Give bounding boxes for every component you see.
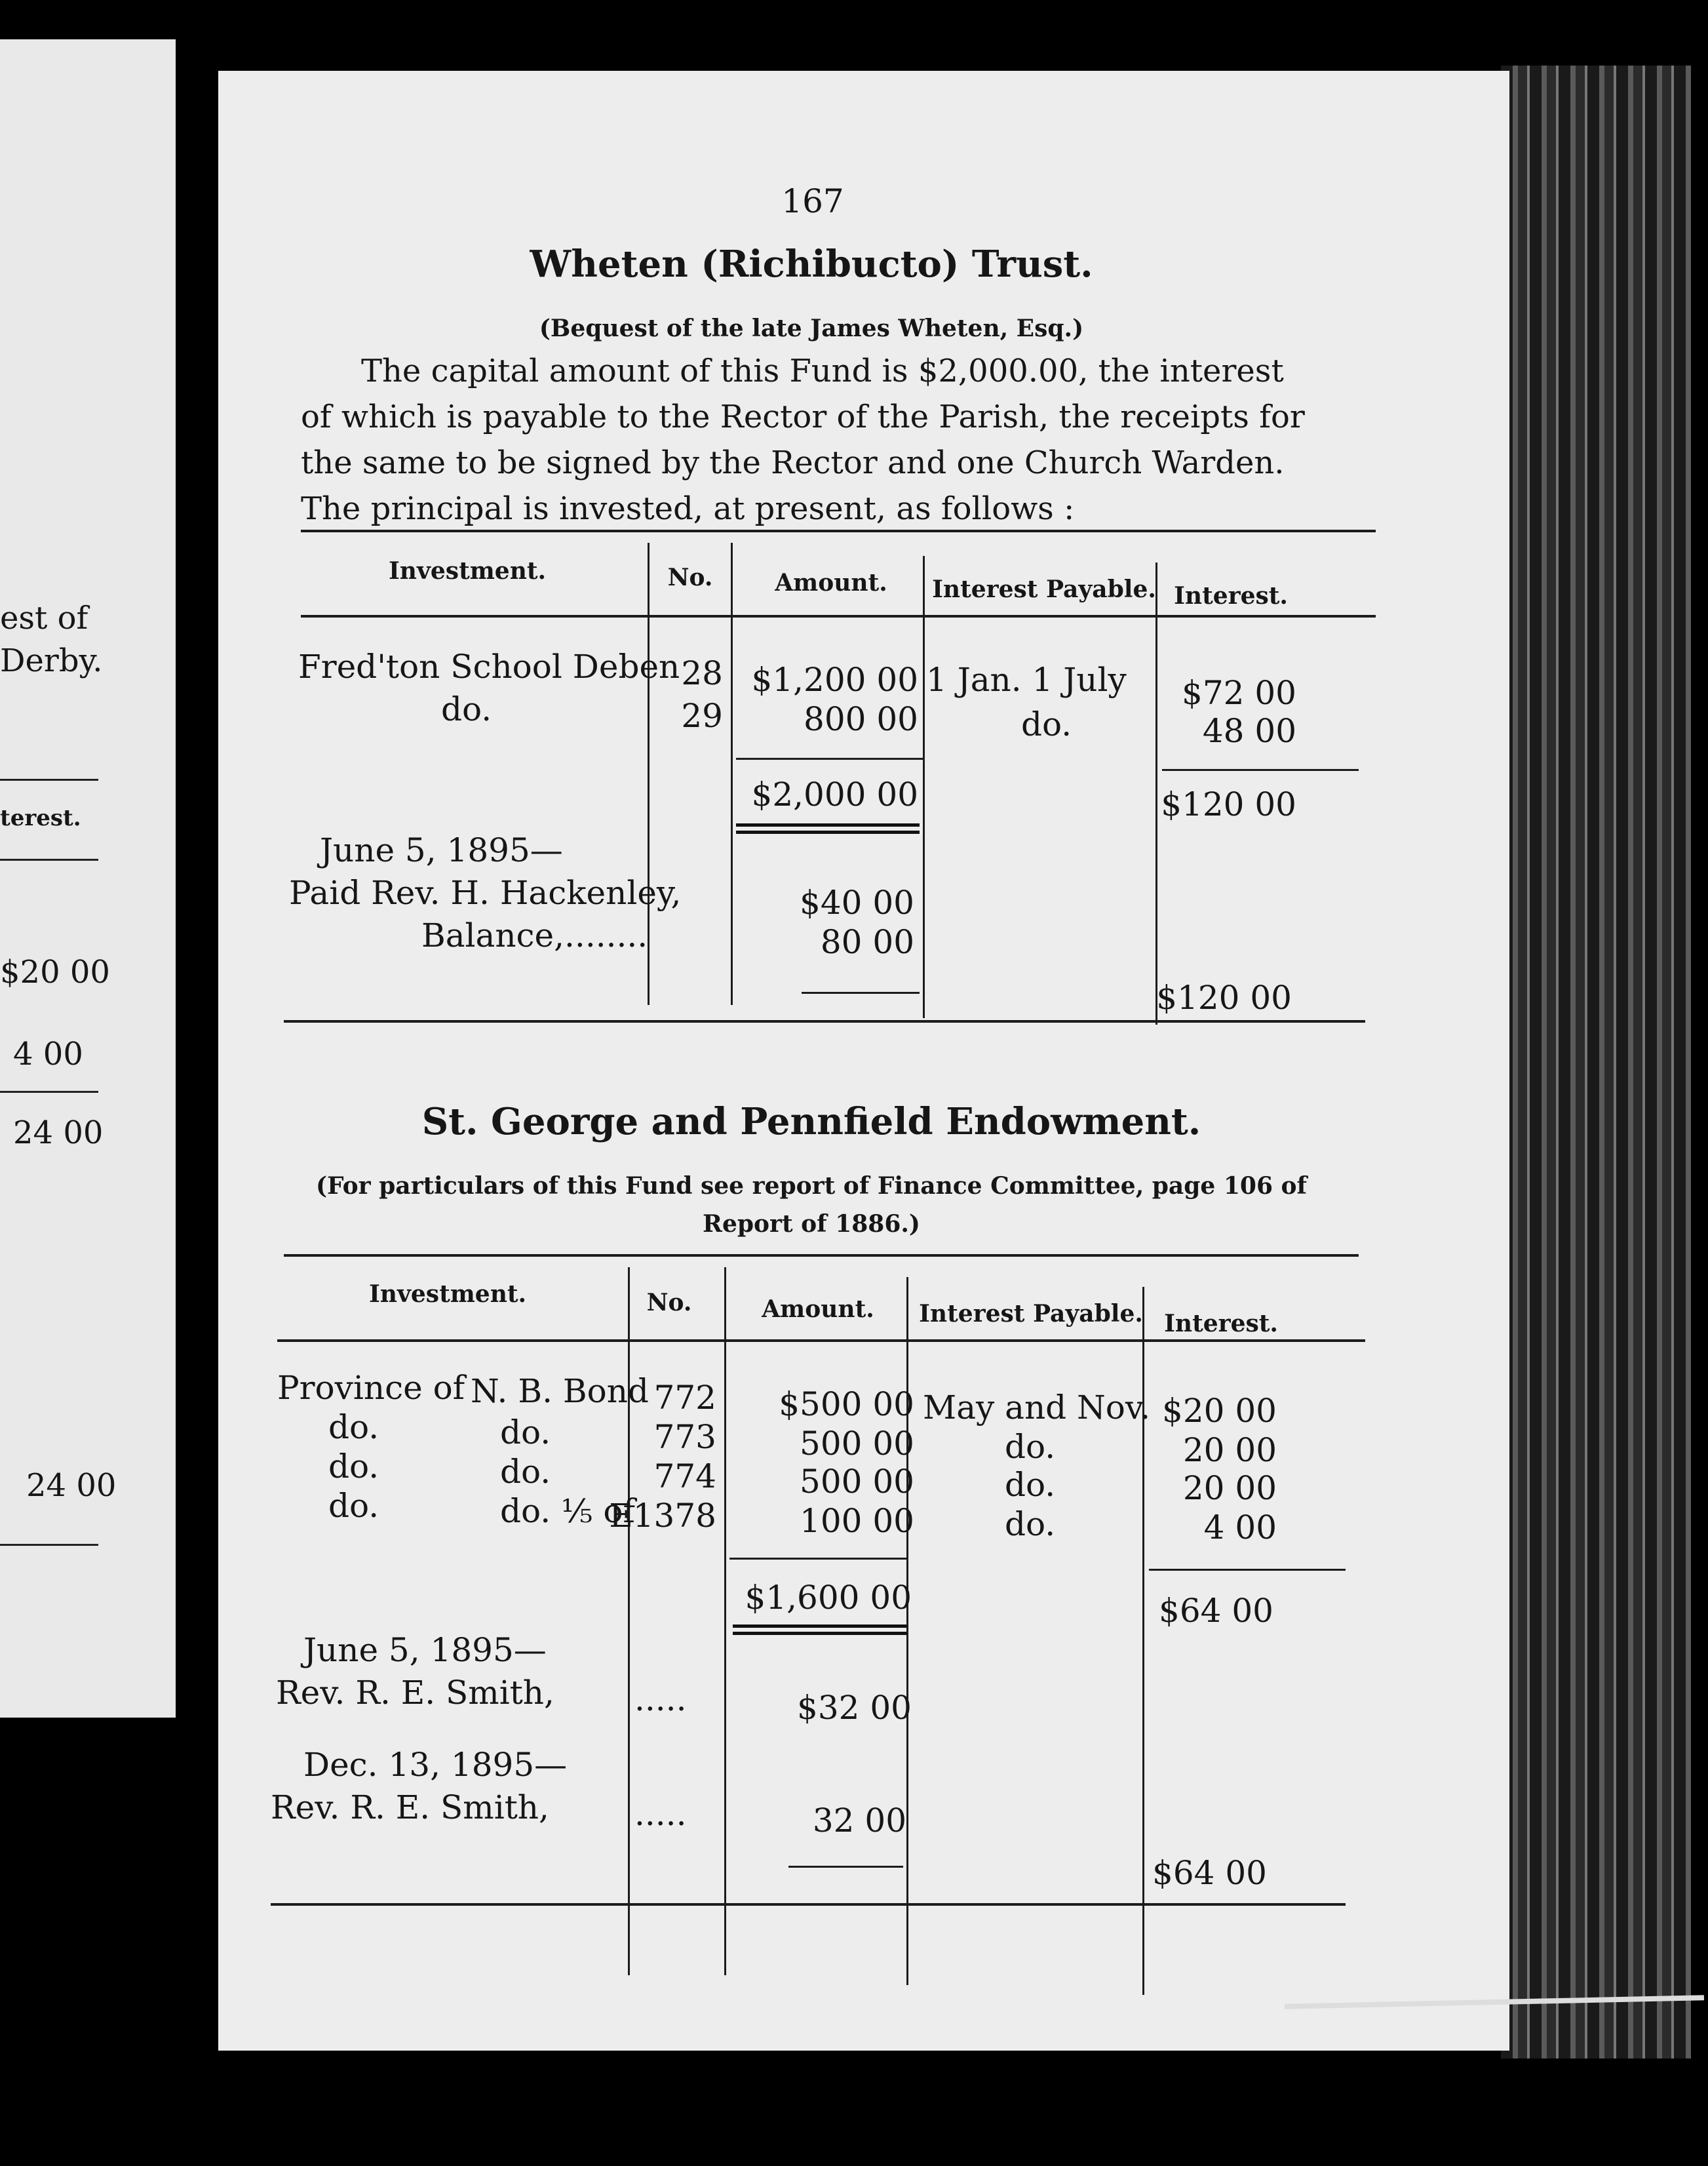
stgeorge-row-investment-detail: do.	[500, 1453, 551, 1491]
stgeorge-header-investment: Investment.	[368, 1280, 527, 1308]
wheten-table-top-rule	[301, 530, 1376, 532]
stgeorge-table-bottom-rule	[271, 1903, 1346, 1906]
stgeorge-payment-date: Dec. 13, 1895—	[303, 1746, 568, 1784]
wheten-payment-date: June 5, 1895—	[320, 831, 563, 869]
wheten-paragraph-line: of which is payable to the Rector of the Parish, the receipts for	[301, 399, 1305, 435]
stgeorge-row-investment-detail: do. ⅕ of	[500, 1492, 635, 1530]
stgeorge-amount-double-rule	[733, 1624, 906, 1635]
wheten-col-divider	[648, 543, 650, 1005]
wheten-row-no: 28	[681, 654, 723, 692]
wheten-header-rule	[301, 615, 1376, 618]
wheten-balance-amount: 80 00	[820, 923, 914, 961]
wheten-closing-interest: $120 00	[1156, 979, 1292, 1017]
left-page-value: 24 00	[13, 1114, 104, 1151]
stgeorge-payment-amount: $32 00	[797, 1689, 912, 1727]
stgeorge-interest-subtotal-rule	[1149, 1569, 1346, 1571]
stgeorge-header-amount: Amount.	[762, 1295, 874, 1323]
left-page-value: 4 00	[13, 1036, 83, 1073]
stgeorge-row-investment-detail: do.	[500, 1413, 551, 1451]
wheten-amount-double-rule	[736, 823, 920, 834]
stgeorge-row-investment: do.	[328, 1487, 379, 1525]
left-facing-page	[0, 39, 176, 1718]
left-page-header: terest.	[0, 805, 81, 831]
stgeorge-payment-amount: 32 00	[812, 1802, 906, 1840]
stgeorge-title: St. George and Pennfield Endowment.	[421, 1100, 1201, 1143]
stgeorge-payment-dots: .....	[634, 1680, 687, 1718]
left-page-text: Derby.	[0, 642, 103, 679]
stgeorge-row-no: E1378	[609, 1497, 716, 1535]
wheten-header-interest-payable: Interest Payable.	[932, 576, 1156, 603]
stgeorge-row-interest: 20 00	[1182, 1431, 1277, 1469]
wheten-header-interest: Interest.	[1174, 582, 1288, 610]
stgeorge-row-amount: 500 00	[800, 1425, 914, 1463]
left-page-rule	[0, 1544, 98, 1546]
wheten-header-no: No.	[667, 564, 713, 591]
left-page-value: $20 00	[0, 954, 110, 991]
stgeorge-payment-payee: Rev. R. E. Smith,	[276, 1674, 554, 1712]
stgeorge-header-interest-payable: Interest Payable.	[919, 1300, 1143, 1328]
left-page-text: est of	[0, 600, 88, 637]
stgeorge-payment-date: June 5, 1895—	[303, 1631, 547, 1669]
stgeorge-row-no: 773	[653, 1418, 716, 1456]
wheten-paragraph-line: The capital amount of this Fund is $2,000.00, the interest	[361, 353, 1284, 389]
stgeorge-row-interest: 4 00	[1203, 1508, 1277, 1546]
stgeorge-subtitle-line1: (For particulars of this Fund see report of Finance Committee, page 106 of	[315, 1172, 1308, 1200]
wheten-col-divider	[1155, 562, 1157, 1025]
wheten-total-amount: $2,000 00	[751, 776, 918, 814]
stgeorge-payment-rule	[788, 1866, 903, 1868]
left-page-rule	[0, 1091, 98, 1093]
wheten-interest-subtotal-rule	[1162, 769, 1359, 771]
wheten-row-investment: Fred'ton School Deben	[298, 648, 680, 686]
wheten-row-amount: 800 00	[804, 700, 918, 738]
wheten-col-divider	[731, 543, 733, 1005]
stgeorge-col-divider	[724, 1267, 726, 1975]
stgeorge-row-payable: do.	[1005, 1428, 1056, 1466]
wheten-row-no: 29	[681, 697, 723, 735]
wheten-balance-rule	[802, 992, 920, 994]
stgeorge-row-payable: do.	[1005, 1505, 1056, 1543]
wheten-balance-label: Balance,........	[421, 916, 648, 955]
stgeorge-header-interest: Interest.	[1164, 1310, 1278, 1337]
wheten-payment-line: Paid Rev. H. Hackenley,	[289, 874, 682, 912]
stgeorge-row-investment: do.	[328, 1408, 379, 1446]
wheten-amount-subtotal-rule	[736, 758, 923, 760]
stgeorge-closing-interest: $64 00	[1152, 1854, 1267, 1892]
wheten-header-investment: Investment.	[388, 557, 547, 585]
stgeorge-row-interest: $20 00	[1162, 1392, 1277, 1430]
stgeorge-table-top-rule	[284, 1254, 1359, 1257]
stgeorge-payment-dots: .....	[634, 1795, 687, 1833]
left-page-value: 24 00	[26, 1467, 117, 1504]
stgeorge-row-interest: 20 00	[1182, 1469, 1277, 1507]
wheten-row-investment: do.	[441, 690, 492, 728]
stgeorge-row-amount: 500 00	[800, 1463, 914, 1501]
wheten-row-payable: 1 Jan. 1 July	[926, 661, 1127, 699]
stgeorge-row-amount: $500 00	[779, 1385, 914, 1423]
page-number: 167	[781, 182, 844, 220]
left-page-rule	[0, 859, 98, 861]
wheten-row-payable: do.	[1021, 705, 1072, 743]
book-page	[218, 71, 1509, 2051]
stgeorge-row-amount: 100 00	[800, 1502, 914, 1540]
stgeorge-row-payable: May and Nov.	[923, 1388, 1151, 1427]
stgeorge-subtitle-line2: Report of 1886.)	[703, 1210, 920, 1238]
wheten-subtitle: (Bequest of the late James Wheten, Esq.)	[539, 315, 1084, 342]
wheten-title: Wheten (Richibucto) Trust.	[530, 243, 1093, 286]
page-edge-stack	[1501, 66, 1691, 2058]
stgeorge-header-no: No.	[646, 1289, 692, 1316]
wheten-total-interest: $120 00	[1161, 785, 1296, 823]
wheten-paragraph-line: The principal is invested, at present, as follows :	[301, 490, 1075, 527]
stgeorge-row-payable: do.	[1005, 1466, 1056, 1504]
wheten-paragraph-line: the same to be signed by the Rector and one Church Warden.	[301, 444, 1285, 481]
wheten-table-bottom-rule	[284, 1020, 1365, 1023]
wheten-header-amount: Amount.	[775, 569, 887, 597]
wheten-row-interest: $72 00	[1182, 674, 1296, 712]
wheten-row-interest: 48 00	[1202, 712, 1296, 750]
wheten-col-divider	[923, 556, 925, 1018]
stgeorge-total-amount: $1,600 00	[745, 1579, 912, 1617]
stgeorge-amount-subtotal-rule	[729, 1558, 906, 1560]
stgeorge-header-rule	[277, 1339, 1365, 1342]
stgeorge-col-divider	[906, 1277, 908, 1985]
stgeorge-total-interest: $64 00	[1159, 1592, 1273, 1630]
left-page-rule	[0, 779, 98, 781]
wheten-row-amount: $1,200 00	[751, 661, 918, 699]
stgeorge-row-investment: do.	[328, 1447, 379, 1486]
wheten-payment-amount: $40 00	[800, 884, 914, 922]
stgeorge-row-no: 772	[653, 1379, 716, 1417]
stgeorge-payment-payee: Rev. R. E. Smith,	[271, 1788, 549, 1826]
stgeorge-row-investment-detail: N. B. Bond	[471, 1372, 649, 1410]
stgeorge-row-no: 774	[653, 1457, 716, 1495]
stgeorge-row-investment: Province of	[277, 1369, 465, 1407]
